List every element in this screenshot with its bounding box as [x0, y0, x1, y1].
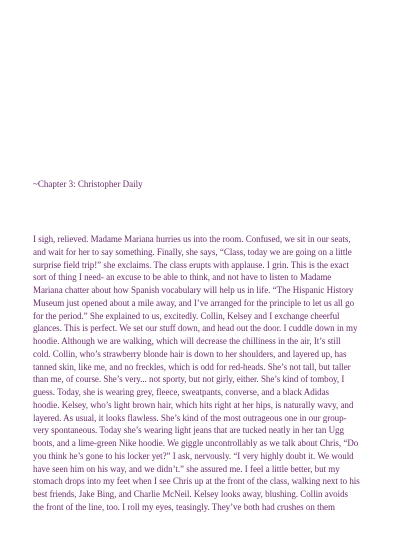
body-line: I sigh, relieved. Madame Mariana hurries us into the room. Confused, we sit in our seats,	[33, 234, 351, 244]
body-line: glances. This is perfect. We set our stuff down, and head out the door. I cuddle down in my	[33, 323, 358, 334]
body-line: the front of the line, too. I roll my eyes, teasingly. They’ve both had crushes on them	[33, 501, 335, 512]
body-line: best friends, Jake Bing, and Charlie McNeil. Kelsey looks away, blushing. Collin avoids	[33, 489, 348, 499]
body-line: have seen him on his way, and we didn’t.” she assured me. I feel a little better, but my	[33, 463, 340, 474]
body-line: stomach drops into my feet when I see Chris up at the front of the class, walking next to his	[33, 476, 360, 487]
body-line: Mariana chatter about how Spanish vocabulary will help us in life. “The Hispanic History	[33, 285, 354, 295]
body-line: sort of thing I need- an excuse to be able to think, and not have to listen to Madame	[33, 272, 332, 283]
body-line: surprise field trip!” she exclaims. The class erupts with applause. I grin. This is the exact	[33, 259, 349, 270]
body-line: hoodie. Kelsey, who’s light brown hair, which hits right at her hips, is naturally wavy, and	[33, 399, 354, 410]
body-line: hoodie. Although we are walking, which will decrease the chilliness in the air, It’s still	[33, 336, 341, 346]
body-line: very spontaneous. Today she’s wearing light jeans that are tucked neatly in her tan Ugg	[33, 425, 344, 436]
body-line: guess. Today, she is wearing grey, fleece, sweatpants, converse, and a black Adidas	[33, 387, 329, 397]
body-line: than me, of course. She’s very... not sporty, but not girly, either. She’s kind of tomboy, I	[33, 374, 345, 385]
body-line: layered. As usual, it looks flawless. She’s kind of the most outrageous one in our group-	[33, 412, 347, 423]
chapter-title: ~Chapter 3: Christopher Daily	[33, 179, 143, 189]
body-line: you think he’s gone to his locker yet?” I ask, nervously. “I very highly doubt it. We would	[33, 450, 354, 461]
body-line: cold. Collin, who’s strawberry blonde hair is down to her shoulders, and layered up, has	[33, 348, 347, 359]
body-paragraph	[33, 233, 385, 514]
body-line: boots, and a lime-green Nike hoodie. We giggle uncontrollably as we talk about Chris, “Do	[33, 438, 359, 448]
body-line: and wait for her to say something. Finally, she says, “Class, today we are going on a little	[33, 246, 352, 257]
body-line: Museum just opened about a mile away, and I’ve arranged for the principle to let us all go	[33, 297, 355, 308]
body-line: for the period.” She explained to us, excitedly. Collin, Kelsey and I exchange cheerful	[33, 310, 340, 321]
body-line: tanned skin, like me, and no freckles, which is odd for red-heads. She’s not tall, but taller	[33, 361, 351, 372]
